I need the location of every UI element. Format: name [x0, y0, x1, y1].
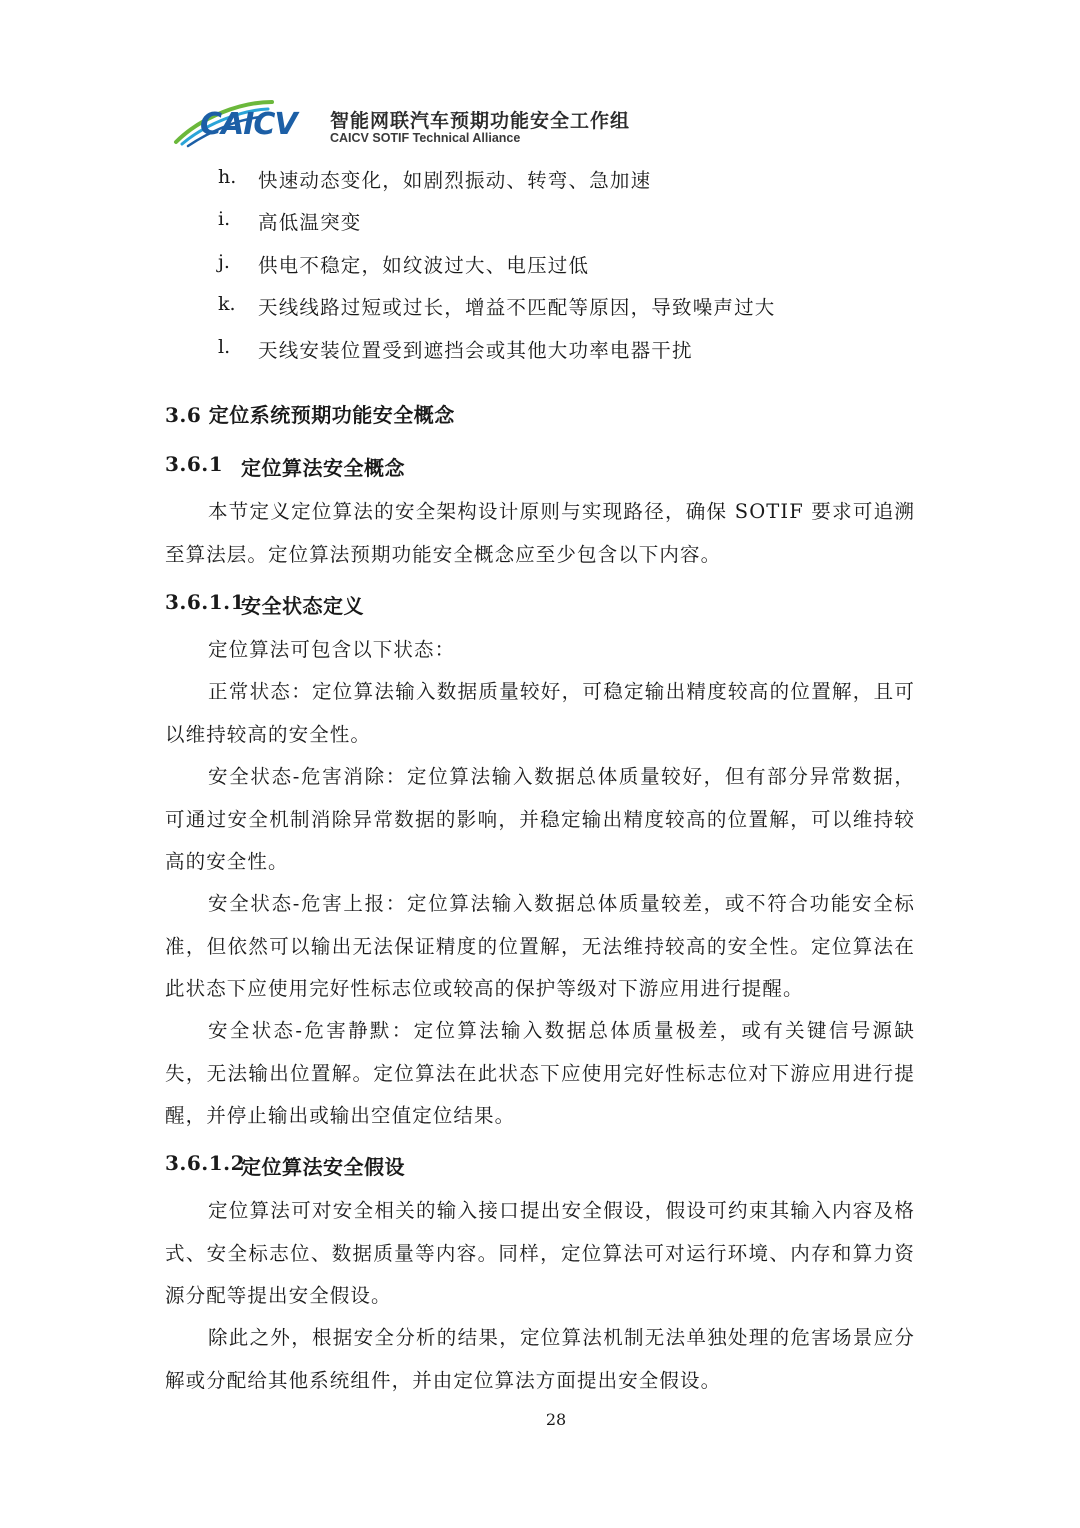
paragraph-assumption-1: 定位算法可对安全相关的输入接口提出安全假设，假设可约束其输入内容及格式、安全标志位、数据质量等内容。同样，定位算法可对运行环境、内存和算力资源分配等提出安全假设。: [165, 1199, 915, 1307]
list-item-letter: h.: [218, 166, 237, 188]
section-heading-3-6: 3.6 定位系统预期功能安全概念: [165, 403, 455, 427]
section-number-3-6-1-1: 3.6.1.1: [165, 590, 246, 614]
paragraph-assumption-2: 除此之外，根据安全分析的结果，定位算法机制无法单独处理的危害场景应分解或分配给其他系统组件，并由定位算法方面提出安全假设。: [165, 1326, 915, 1392]
list-item-text: 天线线路过短或过长，增益不匹配等原因，导致噪声过大: [258, 296, 776, 319]
page-number: 28: [545, 1410, 567, 1429]
list-item-text: 供电不稳定，如纹波过大、电压过低: [258, 254, 590, 277]
list-item-letter: i.: [218, 208, 231, 230]
list-item-text: 高低温突变: [258, 211, 362, 234]
section-title-3-6-1-2: 定位算法安全假设: [241, 1155, 405, 1179]
section-number-3-6-1: 3.6.1: [165, 452, 224, 476]
paragraph-report-state: 安全状态-危害上报：定位算法输入数据总体质量较差，或不符合功能安全标准，但依然可以输出无法保证精度的位置解，无法维持较高的安全性。定位算法在此状态下应使用完好性标志位或较高的保护等级对下游应用进行提醒。: [165, 892, 915, 1000]
paragraph-silent-state: 安全状态-危害静默：定位算法输入数据总体质量极差，或有关键信号源缺失，无法输出位置解。定位算法在此状态下应使用完好性标志位对下游应用进行提醒，并停止输出或输出空值定位结果。: [165, 1019, 915, 1127]
list-item-text: 天线安装位置受到遮挡会或其他大功率电器干扰: [258, 339, 693, 362]
list-item-letter: k.: [218, 293, 236, 315]
paragraph-eliminate-state: 安全状态-危害消除：定位算法输入数据总体质量较好，但有部分异常数据，可通过安全机制消除异常数据的影响，并稳定输出精度较高的位置解，可以维持较高的安全性。: [165, 765, 915, 873]
logo-text: CAICV: [200, 107, 297, 142]
paragraph-states-intro: 定位算法可包含以下状态：: [208, 638, 456, 661]
section-title-3-6-1: 定位算法安全概念: [241, 456, 405, 480]
paragraph-normal-state: 正常状态：定位算法输入数据质量较好，可稳定输出精度较高的位置解，且可以维持较高的安全性。: [165, 680, 915, 746]
org-name-cn: 智能网联汽车预期功能安全工作组: [330, 110, 631, 132]
section-title-3-6-1-1: 安全状态定义: [241, 594, 364, 618]
paragraph-intro: 本节定义定位算法的安全架构设计原则与实现路径，确保 SOTIF 要求可追溯至算法层。定位算法预期功能安全概念应至少包含以下内容。: [165, 500, 915, 566]
list-item-letter: j.: [218, 251, 230, 273]
page-header: [172, 96, 672, 152]
list-item-text: 快速动态变化，如剧烈振动、转弯、急加速: [258, 169, 652, 192]
org-name-en: CAICV SOTIF Technical Alliance: [330, 131, 521, 145]
section-number-3-6-1-2: 3.6.1.2: [165, 1151, 246, 1175]
list-item-letter: l.: [218, 336, 231, 358]
